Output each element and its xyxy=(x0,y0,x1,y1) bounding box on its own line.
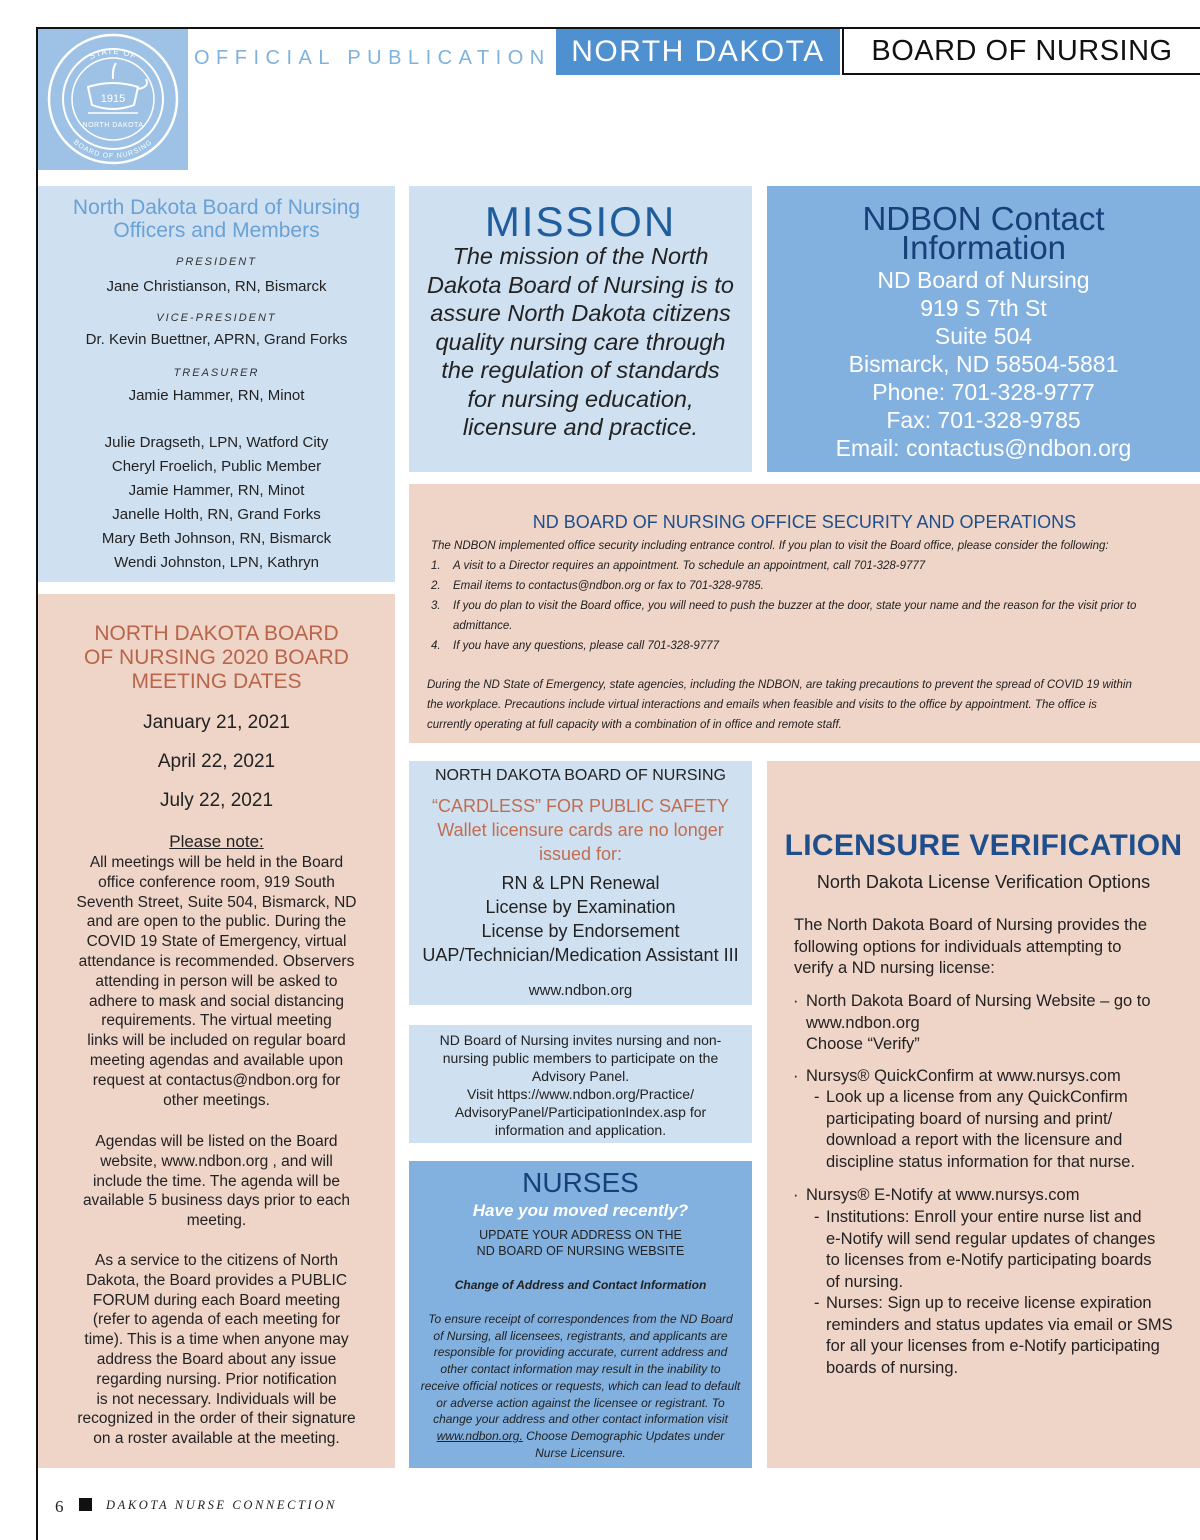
nurses-body-line xyxy=(409,1428,752,1445)
intro-line: The North Dakota Board of Nursing provides the xyxy=(794,916,1148,934)
institutions-line: e-Notify will send regular updates of changes xyxy=(826,1229,1156,1248)
contact-details xyxy=(767,266,1200,462)
note-line: attending in person will be asked to xyxy=(95,972,338,990)
mission-title: MISSION xyxy=(484,198,677,245)
advisory-text xyxy=(409,1031,752,1139)
mission-line: assure North Dakota citizens xyxy=(430,300,731,326)
bullet-quickconfirm-title: Nursys® QuickConfirm at www.nursys.com xyxy=(806,1067,1121,1085)
cardless-heading-line: Wallet licensure cards are no longer xyxy=(437,820,724,840)
licensure-panel xyxy=(767,761,1200,1468)
member-name: Mary Beth Johnson, RN, Bismarck xyxy=(101,530,332,547)
cardless-list-item: UAP/Technician/Medication Assistant III xyxy=(422,945,739,965)
nurses-body-line: of Nursing, all licensees, registrants, and applicants are xyxy=(433,1328,728,1343)
member-name: Julie Dragseth, LPN, Watford City xyxy=(104,434,329,451)
note-line: adhere to mask and social distancing xyxy=(88,992,345,1010)
contact-email[interactable]: Email: contactus@ndbon.org xyxy=(835,435,1132,461)
security-item-num: 4. xyxy=(431,640,441,652)
nurses-title: NURSES xyxy=(522,1167,639,1198)
cardless-heading-line: “CARDLESS” FOR PUBLIC SAFETY xyxy=(431,796,730,816)
officers-title-line2: Officers and Members xyxy=(113,219,320,242)
update-address-line: UPDATE YOUR ADDRESS ON THE xyxy=(479,1228,682,1242)
bullet-line: North Dakota Board of Nursing Website – go to xyxy=(806,992,1151,1010)
nurses-body-line: Nurse Licensure. xyxy=(535,1445,626,1460)
advisory-panel xyxy=(409,1025,752,1143)
security-item: If you do plan to visit the Board office, you will need to push the buzzer at the door, state your name and the reason for the visit prior to xyxy=(453,600,1137,612)
forum-line: (refer to agenda of each meeting for xyxy=(92,1311,341,1329)
seal-icon xyxy=(38,29,188,170)
cardless-list xyxy=(399,871,762,967)
forum-line: recognized in the order of their signature xyxy=(77,1410,356,1428)
forum-line: regarding nursing. Prior notification xyxy=(96,1370,337,1388)
mission-statement xyxy=(409,242,752,442)
member-name: Wendi Johnston, LPN, Kathryn xyxy=(114,554,319,571)
security-intro: The NDBON implemented office security including entrance control. If you plan to visit the Board office, please consider the following: xyxy=(431,540,1109,552)
contact-org: ND Board of Nursing xyxy=(877,267,1090,293)
board-of-nursing-banner: BOARD OF NURSING xyxy=(842,29,1200,75)
security-title: ND BOARD OF NURSING OFFICE SECURITY AND OPERATIONS xyxy=(532,512,1077,532)
cardless-heading xyxy=(409,794,752,866)
cardless-url[interactable]: www.ndbon.org xyxy=(528,982,633,999)
advisory-line: ND Board of Nursing invites nursing and non- xyxy=(439,1032,722,1048)
nurses-subtitle: Have you moved recently? xyxy=(472,1201,689,1220)
meeting-note xyxy=(38,853,395,1110)
covid-note-line: currently operating at full capacity with a combination of in office and remote staff. xyxy=(427,719,842,731)
page-number: 6 xyxy=(55,1497,64,1516)
meeting-date: July 22, 2021 xyxy=(159,790,274,811)
quickconfirm-line: Look up a license from any QuickConfirm xyxy=(826,1088,1128,1106)
nurses-line: for all your licenses from e-Notify participating xyxy=(826,1337,1160,1355)
intro-line: verify a ND nursing license: xyxy=(794,959,995,977)
magazine-name: DAKOTA NURSE CONNECTION xyxy=(106,1498,337,1512)
forum-line: Dakota, the Board provides a PUBLIC xyxy=(85,1271,348,1289)
public-forum-note xyxy=(38,1251,395,1449)
agenda-line: available 5 business days prior to each xyxy=(82,1192,351,1210)
seal-year: 1915 xyxy=(100,93,126,105)
quickconfirm-line: download a report with the licensure and xyxy=(826,1131,1123,1149)
nurses-body xyxy=(409,1311,752,1461)
treasurer-label: TREASURER xyxy=(173,367,260,379)
covid-note-line: the workplace. Precautions include virtual interactions and emails when feasible and visits to the office by appointment. The office is xyxy=(427,699,1097,711)
security-item: A visit to a Director requires an appointment. To schedule an appointment, call 701-328-9777 xyxy=(453,560,926,572)
forum-line: As a service to the citizens of North xyxy=(95,1252,338,1269)
institutions-line: to licenses from e-Notify participating boards xyxy=(826,1251,1152,1269)
agenda-line: website, www.ndbon.org , and will xyxy=(100,1152,333,1170)
institutions-line: Enroll your entire nurse list and xyxy=(909,1208,1142,1226)
seal-top-text: STATE OF xyxy=(88,46,139,62)
contact-suite: Suite 504 xyxy=(934,323,1033,349)
contact-title-line2: Information xyxy=(900,229,1067,266)
note-line: attendance is recommended. Observers xyxy=(78,952,355,970)
contact-title-line1: NDBON Contact xyxy=(862,200,1105,237)
dash: - xyxy=(814,1294,820,1312)
demographic-updates-text: Choose Demographic Updates under xyxy=(522,1428,725,1443)
official-publication-label: OFFICIAL PUBLICATION xyxy=(194,47,551,69)
nurses-body-line: To ensure receipt of correspondences from the ND Board xyxy=(428,1312,733,1326)
cardless-panel xyxy=(409,761,752,1005)
footer-square xyxy=(79,1498,92,1511)
note-line: COVID 19 State of Emergency, virtual xyxy=(86,933,347,951)
nurses-description xyxy=(826,1293,1173,1379)
meeting-title-line: OF NURSING 2020 BOARD xyxy=(84,646,349,669)
institutions-label: Institutions: xyxy=(826,1208,910,1226)
forum-line: FORUM during each Board meeting xyxy=(92,1291,341,1309)
meeting-title-line: NORTH DAKOTA BOARD xyxy=(94,622,339,645)
mission-line: quality nursing care through xyxy=(435,328,726,355)
mission-panel xyxy=(409,186,752,472)
licensure-intro xyxy=(794,915,1147,980)
meeting-title xyxy=(38,622,395,694)
nurses-line: Sign up to receive license expiration xyxy=(882,1294,1152,1312)
vice-president-name: Dr. Kevin Buettner, APRN, Grand Forks xyxy=(85,331,348,348)
ndbon-url[interactable]: www.ndbon.org xyxy=(806,1013,920,1032)
cardless-list-item: License by Examination xyxy=(485,897,676,917)
note-line: other meetings. xyxy=(163,1091,270,1109)
president-name: Jane Christianson, RN, Bismarck xyxy=(106,278,327,295)
quickconfirm-line: discipline status information for that nurse. xyxy=(826,1152,1136,1171)
institutions-line: of nursing. xyxy=(826,1272,904,1291)
note-line: links will be included on regular board xyxy=(87,1032,346,1050)
bullet-enotify-title: Nursys® E-Notify at www.nursys.com xyxy=(806,1186,1080,1204)
member-name: Jamie Hammer, RN, Minot xyxy=(128,482,305,499)
agenda-line: meeting. xyxy=(186,1212,247,1230)
security-item-num: 2. xyxy=(431,580,441,592)
cardless-top-label: NORTH DAKOTA BOARD OF NURSING xyxy=(435,767,726,784)
nurses-body-line: responsible for providing accurate, current address and xyxy=(433,1345,728,1360)
bullet-dot: · xyxy=(793,992,799,1010)
note-line: requirements. The virtual meeting xyxy=(101,1012,332,1030)
licensure-title: LICENSURE VERIFICATION xyxy=(784,829,1183,862)
nurses-line: reminders and status updates via email or SMS xyxy=(826,1315,1173,1334)
dash: - xyxy=(814,1088,820,1106)
bullet-dot: · xyxy=(793,1186,799,1204)
cardless-heading-line: issued for: xyxy=(538,844,623,864)
nurses-body-line: receive official notices or requests, which can lead to default xyxy=(420,1378,741,1393)
licensure-subtitle: North Dakota License Verification Options xyxy=(816,872,1151,892)
forum-line: on a roster available at the meeting. xyxy=(93,1430,340,1448)
member-name: Cheryl Froelich, Public Member xyxy=(111,458,322,475)
seal-middle-text: NORTH DAKOTA xyxy=(82,122,144,129)
cardless-list-item: License by Endorsement xyxy=(481,921,680,941)
note-line: request at contactus@ndbon.org for xyxy=(92,1071,341,1089)
note-line: office conference room, 919 South xyxy=(98,873,335,891)
treasurer-name: Jamie Hammer, RN, Minot xyxy=(128,387,305,404)
member-name: Janelle Holth, RN, Grand Forks xyxy=(112,506,321,523)
quickconfirm-description xyxy=(826,1087,1135,1173)
agenda-note xyxy=(38,1132,395,1231)
advisory-line: nursing public members to participate on the xyxy=(442,1050,719,1066)
seal-bottom-text: BOARD OF NURSING xyxy=(72,138,154,161)
contact-phone: Phone: 701-328-9777 xyxy=(872,379,1095,405)
vice-president-label: VICE-PRESIDENT xyxy=(156,312,277,324)
ndbon-link[interactable]: www.ndbon.org. xyxy=(436,1428,523,1443)
update-address-line: ND BOARD OF NURSING WEBSITE xyxy=(476,1244,685,1258)
nurses-panel xyxy=(409,1161,752,1468)
nurses-body-line: change your address and other contact information visit xyxy=(433,1412,728,1427)
note-line: meeting agendas and available upon xyxy=(89,1051,344,1069)
institutions-description xyxy=(826,1207,1155,1293)
nurses-label: Nurses: xyxy=(826,1294,883,1312)
contact-city: Bismarck, ND 58504-5881 xyxy=(848,351,1119,377)
mission-line: the regulation of standards xyxy=(441,357,720,383)
meeting-title-line: MEETING DATES xyxy=(131,670,302,693)
note-line: All meetings will be held in the Board xyxy=(89,854,344,871)
officers-title-line1: North Dakota Board of Nursing xyxy=(72,196,361,219)
bullet-website xyxy=(806,991,1151,1056)
bullet-line: Choose “Verify” xyxy=(806,1035,920,1053)
security-item-num: 1. xyxy=(431,560,441,572)
bullet-dot: · xyxy=(793,1067,799,1085)
nurses-body-line: or adverse action against the licensee or registrant. To xyxy=(436,1395,725,1410)
security-item: If you have any questions, please call 701-328-9777 xyxy=(453,640,719,652)
svg-text:STATE OF xyxy=(88,47,138,61)
nurses-body-line: other contact information may result in the inability to xyxy=(440,1362,721,1377)
security-item-num: 3. xyxy=(431,600,441,612)
dash: - xyxy=(814,1208,820,1226)
agenda-line: include the time. The agenda will be xyxy=(92,1172,340,1190)
meeting-date: April 22, 2021 xyxy=(157,751,276,772)
president-label: PRESIDENT xyxy=(176,256,257,268)
covid-note-line: During the ND State of Emergency, state agencies, including the NDBON, are taking precautions to prevent the spread of COVID 19 within xyxy=(427,679,1132,691)
forum-line: address the Board about any issue xyxy=(96,1350,337,1368)
advisory-line: Advisory Panel. xyxy=(531,1068,630,1084)
security-item-continued: admittance. xyxy=(453,620,513,632)
please-note-heading: Please note: xyxy=(169,832,264,851)
mission-line: The mission of the North xyxy=(452,243,709,269)
north-dakota-banner: NORTH DAKOTA xyxy=(556,29,840,75)
meeting-date: January 21, 2021 xyxy=(143,712,290,733)
change-of-address-heading: Change of Address and Contact Information xyxy=(454,1278,707,1292)
mission-line: licensure and practice. xyxy=(462,414,699,440)
advisory-link-line[interactable]: Visit https://www.ndbon.org/Practice/ xyxy=(467,1086,694,1102)
security-panel xyxy=(409,484,1200,743)
officers-panel xyxy=(38,186,395,582)
contact-panel xyxy=(767,186,1200,472)
contact-fax: Fax: 701-328-9785 xyxy=(886,407,1081,433)
mission-line: for nursing education, xyxy=(467,385,694,412)
note-line: Seventh Street, Suite 504, Bismarck, ND xyxy=(76,893,357,911)
advisory-link-line[interactable]: AdvisoryPanel/ParticipationIndex.asp for xyxy=(454,1104,707,1120)
contact-street: 919 S 7th St xyxy=(920,295,1047,321)
meeting-dates-panel xyxy=(38,594,395,1468)
mission-line: Dakota Board of Nursing is to xyxy=(427,271,734,298)
forum-line: time). This is a time when anyone may xyxy=(84,1331,349,1349)
quickconfirm-line: participating board of nursing and print/ xyxy=(826,1109,1113,1128)
agenda-line: Agendas will be listed on the Board xyxy=(95,1133,338,1150)
forum-line: is not necessary. Individuals will be xyxy=(96,1390,337,1408)
advisory-line: information and application. xyxy=(494,1122,667,1138)
security-item: Email items to contactus@ndbon.org or fax to 701-328-9785. xyxy=(453,580,764,592)
note-line: and are open to the public. During the xyxy=(86,913,347,931)
nurses-line: boards of nursing. xyxy=(826,1358,959,1377)
cardless-list-item: RN & LPN Renewal xyxy=(501,873,660,893)
update-address-text xyxy=(409,1227,752,1259)
intro-line: following options for individuals attempting to xyxy=(794,937,1122,956)
board-seal xyxy=(38,29,188,170)
